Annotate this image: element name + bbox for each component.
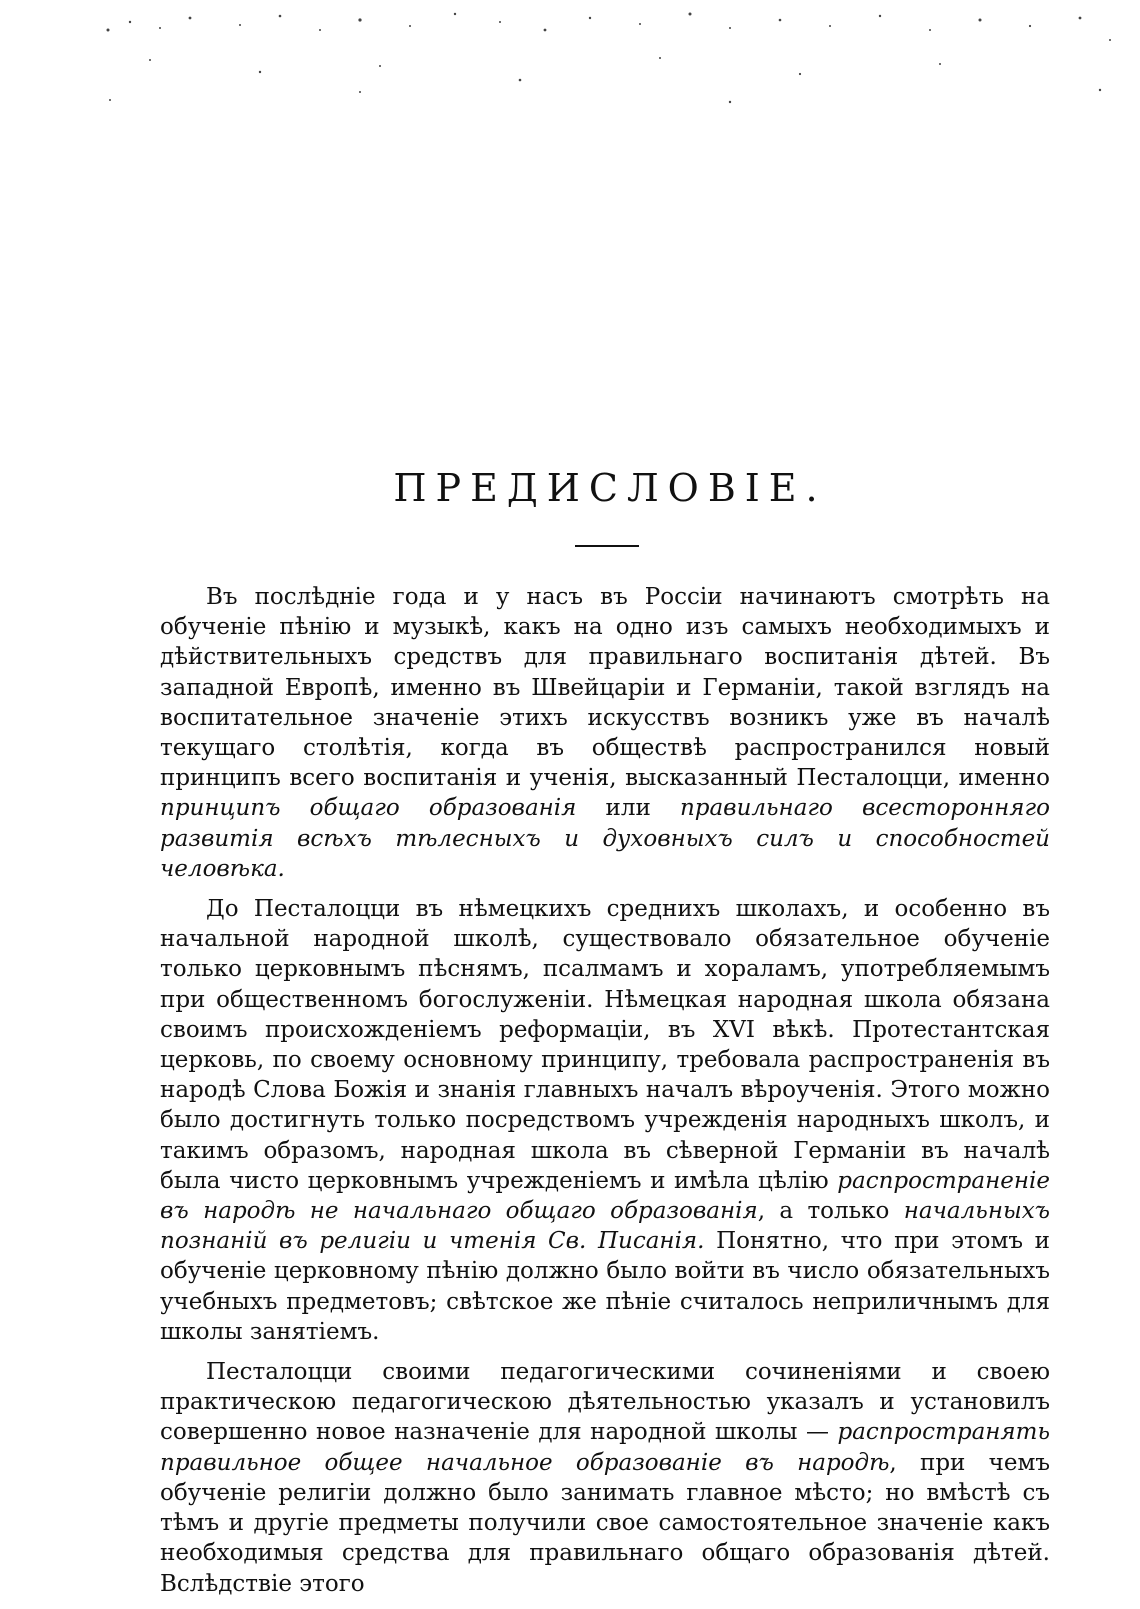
title-rule: [575, 545, 639, 547]
print-speckle-decoration: [0, 0, 1140, 120]
paragraph: [160, 582, 1050, 884]
text-run: Въ послѣдніе года и у насъ въ Россіи начинаютъ смотрѣть на обученіе пѣнію и музыкѣ, какъ на одно изъ самыхъ необходимыхъ и дѣйствительныхъ средствъ для правильнаго воспитанія дѣтей. Въ западной Европѣ, именно въ Швейцаріи и Германіи, такой взглядъ на воспитательное значеніе этихъ искусствъ возникъ уже въ началѣ текущаго столѣтія, когда въ обществѣ распространился новый принципъ всего воспитанія и ученія, высказанный Песталоцци, именно: [160, 584, 1050, 792]
italic-text: принципъ общаго образованія: [160, 795, 577, 822]
text-run: До Песталоцци въ нѣмецкихъ среднихъ школахъ, и особенно въ начальной народной школѣ, существовало обязательное обученіе только церковнымъ пѣснямъ, псалмамъ и хораламъ, употребляемымъ при общественномъ богослуженіи. Нѣмецкая народная школа обязана своимъ происхожденіемъ реформаціи, въ XVI вѣкѣ. Протестантская церковь, по своему основному принципу, требовала распространенія въ народѣ Слова Божія и знанія главныхъ началъ вѣроученія. Этого можно было достигнуть только посредствомъ учрежденія народныхъ школъ, и такимъ образомъ, народная школа въ сѣверной Германіи въ началѣ была чисто церковнымъ учрежденіемъ и имѣла цѣлію: [160, 896, 1050, 1194]
text-run: или: [576, 795, 680, 822]
paragraph: [160, 894, 1050, 1347]
preface-body: [160, 582, 1050, 1609]
italic-text: начальныхъ познаній въ религіи и чтенія Св. Писанія.: [160, 1198, 1050, 1255]
paragraph: [160, 1357, 1050, 1599]
italic-text: распространеніе въ народѣ не начальнаго общаго образованія: [160, 1167, 1050, 1225]
italic-text: распространять правильное общее начальное образованіе въ народѣ: [160, 1419, 1050, 1476]
text-run: Песталоцци своими педагогическими сочиненіями и своею практическою педагогическою дѣятельностью указалъ и установилъ совершенно новое назначеніе для народной школы —: [160, 1359, 1050, 1446]
text-run: , а только: [757, 1198, 904, 1225]
text-run: , при чемъ обученіе религіи должно было занимать главное мѣсто; но вмѣстѣ съ тѣмъ и другіе предметы получили свое самостоятельное значеніе какъ необходимыя средства для правильнаго общаго образованія дѣтей. Вслѣдствіе этого: [160, 1449, 1051, 1597]
page-title: ПРЕДИСЛОВІЕ.: [393, 466, 827, 510]
italic-text: правильнаго всесторонняго развитія всѣхъ тѣлесныхъ и духовныхъ силъ и способностей человѣка.: [160, 795, 1050, 882]
text-run: Понятно, что при этомъ и обученіе церковному пѣнію должно было войти въ число обязательныхъ учебныхъ предметовъ; свѣтское же пѣніе считалось неприличнымъ для школы занятіемъ.: [160, 1228, 1050, 1345]
